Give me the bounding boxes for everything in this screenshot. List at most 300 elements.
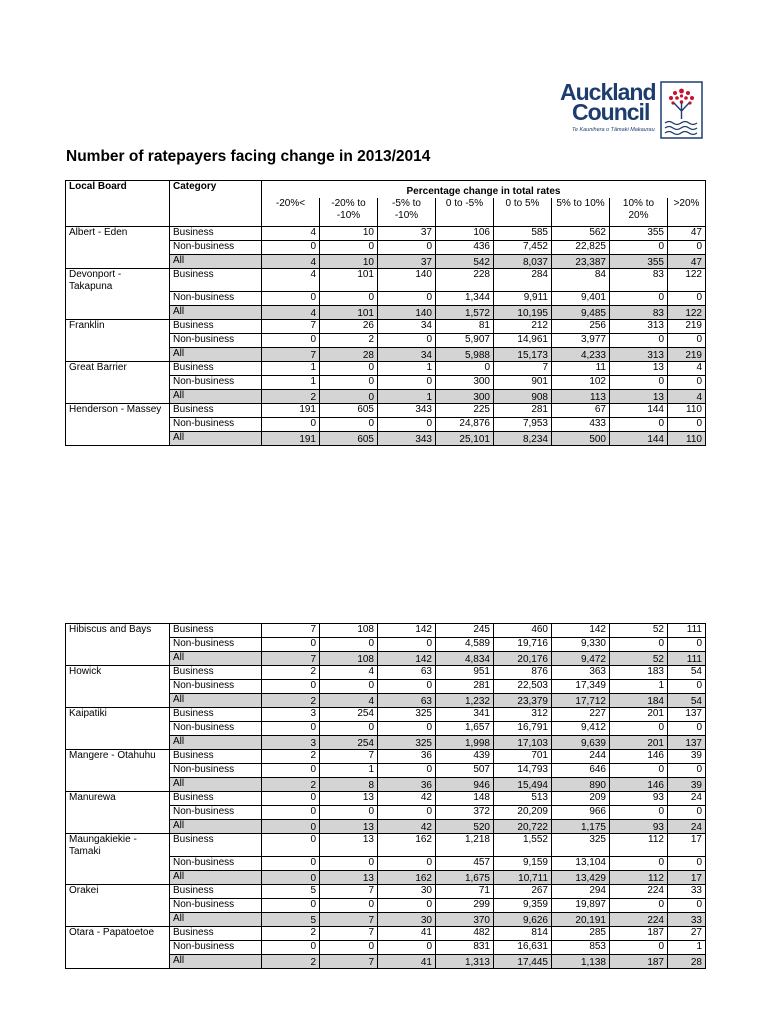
value-cell: 0 xyxy=(668,722,706,736)
value-cell: 13 xyxy=(320,820,378,834)
value-cell: 355 xyxy=(610,255,668,269)
value-cell: 4 xyxy=(262,306,320,320)
value-cell: 9,412 xyxy=(552,722,610,736)
table-row xyxy=(66,624,706,638)
value-cell: 148 xyxy=(436,792,494,806)
value-cell: 146 xyxy=(610,778,668,792)
value-cell: 20,209 xyxy=(494,806,552,820)
value-cell: 39 xyxy=(668,750,706,764)
value-cell: 0 xyxy=(320,680,378,694)
value-cell: 256 xyxy=(552,320,610,334)
value-cell: 0 xyxy=(378,806,436,820)
category-cell: All xyxy=(170,736,262,750)
value-cell: 1 xyxy=(378,362,436,376)
value-cell: 300 xyxy=(436,390,494,404)
value-cell: 83 xyxy=(610,269,668,292)
value-cell: 24,876 xyxy=(436,418,494,432)
value-cell: 0 xyxy=(320,362,378,376)
category-cell: All xyxy=(170,390,262,404)
value-cell: 0 xyxy=(320,241,378,255)
category-cell: Non-business xyxy=(170,680,262,694)
value-cell: 946 xyxy=(436,778,494,792)
value-cell: 814 xyxy=(494,927,552,941)
value-cell: 5,907 xyxy=(436,334,494,348)
value-cell: 0 xyxy=(262,292,320,306)
value-cell: 5,988 xyxy=(436,348,494,362)
value-cell: 19,716 xyxy=(494,638,552,652)
value-cell: 585 xyxy=(494,227,552,241)
value-cell: 853 xyxy=(552,941,610,955)
table-row xyxy=(66,320,706,334)
value-cell: 108 xyxy=(320,624,378,638)
category-cell: Non-business xyxy=(170,857,262,871)
value-cell: 10,195 xyxy=(494,306,552,320)
value-cell: 831 xyxy=(436,941,494,955)
value-cell: 901 xyxy=(494,376,552,390)
value-cell: 281 xyxy=(494,404,552,418)
value-cell: 0 xyxy=(610,241,668,255)
value-cell: 23,387 xyxy=(552,255,610,269)
value-cell: 0 xyxy=(262,764,320,778)
value-cell: 106 xyxy=(436,227,494,241)
value-cell: 0 xyxy=(320,390,378,404)
value-cell: 876 xyxy=(494,666,552,680)
value-cell: 81 xyxy=(436,320,494,334)
value-cell: 7,953 xyxy=(494,418,552,432)
value-cell: 9,401 xyxy=(552,292,610,306)
value-cell: 30 xyxy=(378,885,436,899)
value-cell: 7 xyxy=(262,348,320,362)
value-cell: 83 xyxy=(610,306,668,320)
value-cell: 8,234 xyxy=(494,432,552,446)
value-cell: 1 xyxy=(320,764,378,778)
value-cell: 52 xyxy=(610,652,668,666)
value-cell: 0 xyxy=(668,680,706,694)
value-cell: 111 xyxy=(668,624,706,638)
value-cell: 542 xyxy=(436,255,494,269)
value-cell: 13,104 xyxy=(552,857,610,871)
value-cell: 9,639 xyxy=(552,736,610,750)
local-board-name: Manurewa xyxy=(66,792,170,834)
value-cell: 137 xyxy=(668,736,706,750)
value-cell: 1 xyxy=(262,376,320,390)
value-cell: 460 xyxy=(494,624,552,638)
value-cell: 370 xyxy=(436,913,494,927)
value-cell: 0 xyxy=(378,764,436,778)
value-cell: 4,834 xyxy=(436,652,494,666)
value-cell: 0 xyxy=(320,376,378,390)
category-cell: Non-business xyxy=(170,806,262,820)
value-cell: 1,657 xyxy=(436,722,494,736)
local-board-name: Howick xyxy=(66,666,170,708)
value-cell: 7 xyxy=(320,750,378,764)
value-cell: 14,961 xyxy=(494,334,552,348)
value-cell: 5 xyxy=(262,913,320,927)
category-cell: Business xyxy=(170,404,262,418)
category-cell: Business xyxy=(170,834,262,857)
value-cell: 2 xyxy=(262,390,320,404)
value-cell: 0 xyxy=(668,376,706,390)
value-cell: 245 xyxy=(436,624,494,638)
value-cell: 0 xyxy=(610,638,668,652)
value-cell: 325 xyxy=(378,736,436,750)
value-cell: 209 xyxy=(552,792,610,806)
category-cell: Non-business xyxy=(170,241,262,255)
category-cell: All xyxy=(170,306,262,320)
value-cell: 7 xyxy=(262,624,320,638)
value-cell: 436 xyxy=(436,241,494,255)
value-cell: 7 xyxy=(262,320,320,334)
value-cell: 4 xyxy=(668,362,706,376)
value-cell: 224 xyxy=(610,913,668,927)
value-cell: 37 xyxy=(378,227,436,241)
value-cell: 28 xyxy=(320,348,378,362)
category-cell: Business xyxy=(170,666,262,680)
value-cell: 284 xyxy=(494,269,552,292)
value-cell: 0 xyxy=(262,638,320,652)
local-board-name: Albert - Eden xyxy=(66,227,170,269)
category-cell: Business xyxy=(170,885,262,899)
value-cell: 17 xyxy=(668,834,706,857)
value-cell: 42 xyxy=(378,792,436,806)
value-cell: 42 xyxy=(378,820,436,834)
table-row xyxy=(66,885,706,899)
category-cell: Business xyxy=(170,792,262,806)
value-cell: 54 xyxy=(668,666,706,680)
category-cell: Non-business xyxy=(170,376,262,390)
value-cell: 1,313 xyxy=(436,955,494,969)
table-row xyxy=(66,666,706,680)
value-cell: 0 xyxy=(436,362,494,376)
value-cell: 0 xyxy=(668,764,706,778)
value-cell: 47 xyxy=(668,255,706,269)
table-row xyxy=(66,227,706,241)
value-cell: 13 xyxy=(320,871,378,885)
value-cell: 191 xyxy=(262,432,320,446)
value-cell: 0 xyxy=(378,941,436,955)
value-cell: 0 xyxy=(262,241,320,255)
value-cell: 4,589 xyxy=(436,638,494,652)
category-cell: All xyxy=(170,694,262,708)
value-cell: 0 xyxy=(668,418,706,432)
value-cell: 13 xyxy=(610,362,668,376)
value-cell: 0 xyxy=(262,820,320,834)
value-cell: 9,911 xyxy=(494,292,552,306)
value-cell: 144 xyxy=(610,404,668,418)
category-cell: Business xyxy=(170,708,262,722)
value-cell: 24 xyxy=(668,820,706,834)
category-cell: Business xyxy=(170,624,262,638)
logo-word-council: Council xyxy=(572,99,650,125)
value-cell: 162 xyxy=(378,871,436,885)
value-cell: 10 xyxy=(320,255,378,269)
value-cell: 0 xyxy=(668,241,706,255)
local-board-name: Hibiscus and Bays xyxy=(66,624,170,666)
value-cell: 142 xyxy=(378,652,436,666)
value-cell: 299 xyxy=(436,899,494,913)
value-cell: 313 xyxy=(610,348,668,362)
value-cell: 0 xyxy=(262,941,320,955)
value-cell: 26 xyxy=(320,320,378,334)
local-board-name: Maungakiekie - Tamaki xyxy=(66,834,170,885)
value-cell: 355 xyxy=(610,227,668,241)
value-cell: 36 xyxy=(378,750,436,764)
table-row xyxy=(66,834,706,857)
value-cell: 9,472 xyxy=(552,652,610,666)
value-cell: 19,897 xyxy=(552,899,610,913)
value-cell: 110 xyxy=(668,404,706,418)
value-cell: 0 xyxy=(668,638,706,652)
value-cell: 47 xyxy=(668,227,706,241)
header-band: 5% to 10% xyxy=(552,198,610,227)
value-cell: 908 xyxy=(494,390,552,404)
value-cell: 513 xyxy=(494,792,552,806)
value-cell: 39 xyxy=(668,778,706,792)
value-cell: 507 xyxy=(436,764,494,778)
value-cell: 325 xyxy=(378,708,436,722)
value-cell: 433 xyxy=(552,418,610,432)
local-board-name: Great Barrier xyxy=(66,362,170,404)
auckland-council-logo xyxy=(560,81,703,139)
value-cell: 5 xyxy=(262,885,320,899)
value-cell: 219 xyxy=(668,320,706,334)
value-cell: 0 xyxy=(262,722,320,736)
value-cell: 0 xyxy=(378,334,436,348)
value-cell: 0 xyxy=(610,292,668,306)
value-cell: 140 xyxy=(378,269,436,292)
value-cell: 966 xyxy=(552,806,610,820)
value-cell: 0 xyxy=(262,418,320,432)
category-cell: All xyxy=(170,955,262,969)
value-cell: 7,452 xyxy=(494,241,552,255)
value-cell: 2 xyxy=(262,927,320,941)
value-cell: 1,218 xyxy=(436,834,494,857)
local-board-name: Devonport - Takapuna xyxy=(66,269,170,320)
value-cell: 1,572 xyxy=(436,306,494,320)
header-band: 0 to -5% xyxy=(436,198,494,227)
value-cell: 8,037 xyxy=(494,255,552,269)
value-cell: 0 xyxy=(610,334,668,348)
value-cell: 142 xyxy=(552,624,610,638)
value-cell: 0 xyxy=(378,722,436,736)
value-cell: 1,344 xyxy=(436,292,494,306)
value-cell: 225 xyxy=(436,404,494,418)
value-cell: 0 xyxy=(320,941,378,955)
value-cell: 23,379 xyxy=(494,694,552,708)
value-cell: 112 xyxy=(610,834,668,857)
value-cell: 20,191 xyxy=(552,913,610,927)
category-cell: Business xyxy=(170,269,262,292)
category-cell: All xyxy=(170,913,262,927)
value-cell: 20,722 xyxy=(494,820,552,834)
value-cell: 22,503 xyxy=(494,680,552,694)
value-cell: 10,711 xyxy=(494,871,552,885)
value-cell: 2 xyxy=(320,334,378,348)
category-cell: Business xyxy=(170,320,262,334)
value-cell: 37 xyxy=(378,255,436,269)
value-cell: 439 xyxy=(436,750,494,764)
value-cell: 110 xyxy=(668,432,706,446)
category-cell: Business xyxy=(170,227,262,241)
category-cell: All xyxy=(170,778,262,792)
value-cell: 71 xyxy=(436,885,494,899)
value-cell: 3 xyxy=(262,708,320,722)
value-cell: 17,103 xyxy=(494,736,552,750)
local-board-name: Franklin xyxy=(66,320,170,362)
ratepayers-table-part-2 xyxy=(65,623,706,969)
category-cell: All xyxy=(170,348,262,362)
value-cell: 13,429 xyxy=(552,871,610,885)
value-cell: 562 xyxy=(552,227,610,241)
value-cell: 0 xyxy=(378,241,436,255)
table-row xyxy=(66,708,706,722)
value-cell: 33 xyxy=(668,913,706,927)
value-cell: 13 xyxy=(610,390,668,404)
value-cell: 646 xyxy=(552,764,610,778)
value-cell: 0 xyxy=(668,334,706,348)
value-cell: 8 xyxy=(320,778,378,792)
value-cell: 0 xyxy=(378,638,436,652)
header-band: -5% to -10% xyxy=(378,198,436,227)
value-cell: 0 xyxy=(668,857,706,871)
value-cell: 325 xyxy=(552,834,610,857)
category-cell: Business xyxy=(170,927,262,941)
value-cell: 0 xyxy=(262,680,320,694)
value-cell: 300 xyxy=(436,376,494,390)
value-cell: 20,176 xyxy=(494,652,552,666)
value-cell: 41 xyxy=(378,927,436,941)
value-cell: 951 xyxy=(436,666,494,680)
value-cell: 890 xyxy=(552,778,610,792)
value-cell: 0 xyxy=(668,899,706,913)
pohutukawa-emblem-icon xyxy=(660,81,703,139)
value-cell: 1,998 xyxy=(436,736,494,750)
value-cell: 9,330 xyxy=(552,638,610,652)
value-cell: 372 xyxy=(436,806,494,820)
value-cell: 7 xyxy=(320,927,378,941)
value-cell: 28 xyxy=(668,955,706,969)
value-cell: 0 xyxy=(262,899,320,913)
value-cell: 0 xyxy=(378,680,436,694)
value-cell: 146 xyxy=(610,750,668,764)
category-cell: All xyxy=(170,871,262,885)
category-cell: All xyxy=(170,255,262,269)
value-cell: 0 xyxy=(378,899,436,913)
value-cell: 187 xyxy=(610,955,668,969)
value-cell: 101 xyxy=(320,306,378,320)
value-cell: 212 xyxy=(494,320,552,334)
value-cell: 4 xyxy=(320,666,378,680)
value-cell: 16,631 xyxy=(494,941,552,955)
value-cell: 482 xyxy=(436,927,494,941)
value-cell: 54 xyxy=(668,694,706,708)
value-cell: 63 xyxy=(378,694,436,708)
local-board-name: Otara - Papatoetoe xyxy=(66,927,170,969)
value-cell: 0 xyxy=(262,792,320,806)
value-cell: 14,793 xyxy=(494,764,552,778)
value-cell: 363 xyxy=(552,666,610,680)
value-cell: 137 xyxy=(668,708,706,722)
header-band: -20%< xyxy=(262,198,320,227)
value-cell: 0 xyxy=(668,806,706,820)
value-cell: 341 xyxy=(436,708,494,722)
value-cell: 1 xyxy=(610,680,668,694)
header-band: >20% xyxy=(668,198,706,227)
value-cell: 281 xyxy=(436,680,494,694)
value-cell: 285 xyxy=(552,927,610,941)
value-cell: 0 xyxy=(262,871,320,885)
category-cell: Non-business xyxy=(170,334,262,348)
value-cell: 0 xyxy=(378,418,436,432)
table-row xyxy=(66,362,706,376)
category-cell: Business xyxy=(170,362,262,376)
value-cell: 25,101 xyxy=(436,432,494,446)
value-cell: 3 xyxy=(262,736,320,750)
value-cell: 201 xyxy=(610,736,668,750)
value-cell: 122 xyxy=(668,269,706,292)
value-cell: 4 xyxy=(262,269,320,292)
value-cell: 228 xyxy=(436,269,494,292)
value-cell: 0 xyxy=(320,292,378,306)
value-cell: 4 xyxy=(262,255,320,269)
value-cell: 0 xyxy=(320,418,378,432)
value-cell: 0 xyxy=(668,292,706,306)
table-row xyxy=(66,404,706,418)
value-cell: 0 xyxy=(378,292,436,306)
category-cell: Non-business xyxy=(170,764,262,778)
local-board-name: Kaipatiki xyxy=(66,708,170,750)
value-cell: 0 xyxy=(610,722,668,736)
value-cell: 267 xyxy=(494,885,552,899)
value-cell: 0 xyxy=(320,722,378,736)
page-title: Number of ratepayers facing change in 2013/2014 xyxy=(66,148,431,165)
value-cell: 254 xyxy=(320,736,378,750)
value-cell: 4 xyxy=(262,227,320,241)
value-cell: 1,552 xyxy=(494,834,552,857)
value-cell: 36 xyxy=(378,778,436,792)
table-row xyxy=(66,927,706,941)
table-row xyxy=(66,269,706,292)
value-cell: 17 xyxy=(668,871,706,885)
value-cell: 27 xyxy=(668,927,706,941)
value-cell: 11 xyxy=(552,362,610,376)
value-cell: 2 xyxy=(262,694,320,708)
value-cell: 0 xyxy=(262,806,320,820)
value-cell: 500 xyxy=(552,432,610,446)
value-cell: 24 xyxy=(668,792,706,806)
ratepayers-table-part-1 xyxy=(65,180,706,446)
category-cell: All xyxy=(170,652,262,666)
value-cell: 187 xyxy=(610,927,668,941)
value-cell: 1,175 xyxy=(552,820,610,834)
header-band: 0 to 5% xyxy=(494,198,552,227)
value-cell: 4 xyxy=(320,694,378,708)
value-cell: 0 xyxy=(610,941,668,955)
header-percentage-change: Percentage change in total rates xyxy=(262,181,706,199)
header-row xyxy=(66,181,706,199)
value-cell: 4 xyxy=(668,390,706,404)
value-cell: 9,626 xyxy=(494,913,552,927)
value-cell: 162 xyxy=(378,834,436,857)
local-board-name: Mangere - Otahuhu xyxy=(66,750,170,792)
value-cell: 0 xyxy=(320,806,378,820)
value-cell: 294 xyxy=(552,885,610,899)
value-cell: 605 xyxy=(320,432,378,446)
value-cell: 2 xyxy=(262,666,320,680)
value-cell: 17,712 xyxy=(552,694,610,708)
value-cell: 7 xyxy=(320,955,378,969)
value-cell: 227 xyxy=(552,708,610,722)
